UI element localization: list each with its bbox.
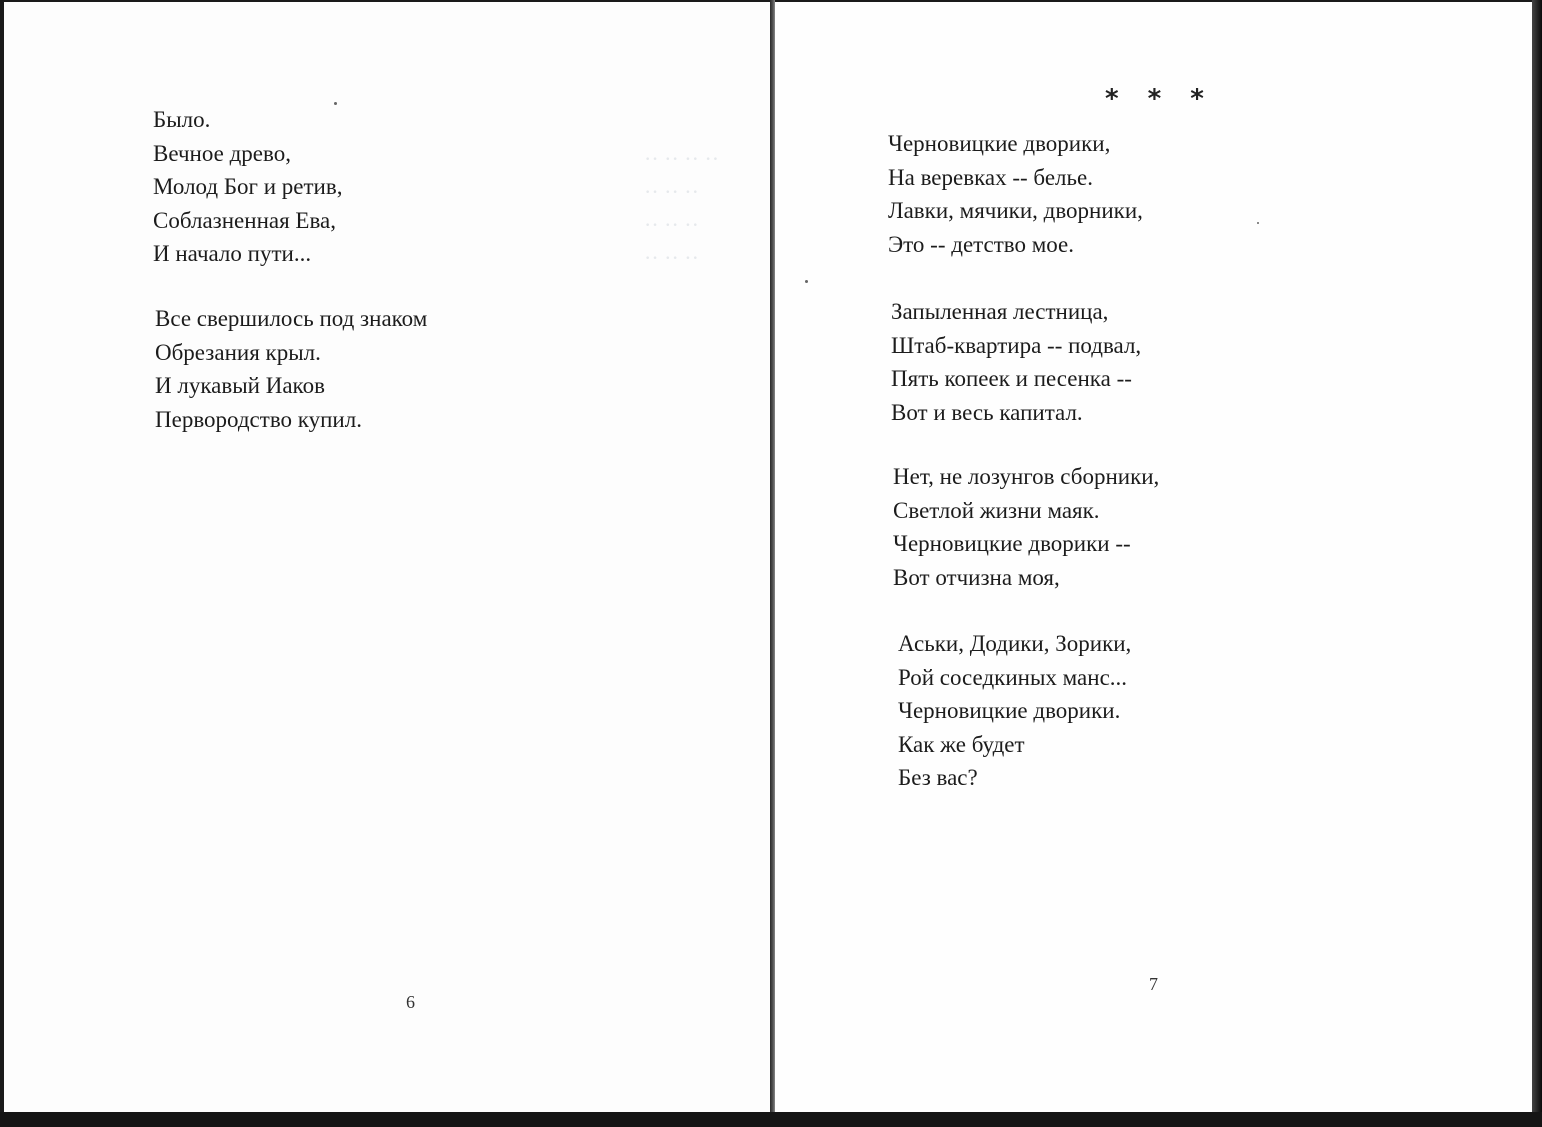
stanza-4 <box>898 627 1131 795</box>
poem-line: Как же будет <box>898 731 1025 757</box>
scan-edge <box>0 1112 1542 1127</box>
poem-line: Первородство купил. <box>155 406 362 432</box>
poem-line: Обрезания крыл. <box>155 339 321 365</box>
stanza-2 <box>891 295 1141 429</box>
scan-edge <box>1532 0 1542 1127</box>
poem-line: Вот отчизна моя, <box>893 564 1060 590</box>
stanza-1 <box>888 127 1143 261</box>
section-ornament: * * * <box>1105 84 1214 114</box>
speck <box>334 102 337 105</box>
poem-line: Без вас? <box>898 765 978 790</box>
poem-line: Черновицкие дворики, <box>888 131 1111 156</box>
stanza-3 <box>893 460 1159 594</box>
poem-line: Черновицкие дворики. <box>898 698 1121 723</box>
stanza-2 <box>155 302 427 436</box>
poem-line: Соблазненная Ева, <box>153 207 336 233</box>
speck <box>1257 222 1259 224</box>
book-spine <box>770 0 775 1127</box>
poem-line: Вечное древо, <box>153 140 291 166</box>
page-number: 7 <box>1149 974 1158 994</box>
poem-line: Пять копеек и песенка -- <box>891 366 1132 391</box>
poem-line: Рой соседкиных манс... <box>898 664 1128 690</box>
poem-line: Запыленная лестница, <box>891 299 1109 324</box>
poem-line: И начало пути... <box>153 241 312 266</box>
poem-line: Все свершилось под знаком <box>155 306 428 331</box>
right-page <box>775 2 1532 1112</box>
stanza-1 <box>153 103 342 271</box>
poem-line: Вот и весь капитал. <box>891 399 1083 425</box>
poem-line: Было. <box>153 107 211 132</box>
poem-line: И лукавый Иаков <box>155 373 325 398</box>
poem-line: Нет, не лозунгов сборники, <box>893 464 1160 489</box>
poem-line: Аськи, Додики, Зорики, <box>898 631 1132 656</box>
poem-line: На веревках -- белье. <box>888 164 1093 190</box>
poem-line: Это -- детство мое. <box>888 231 1074 257</box>
left-page <box>4 2 770 1112</box>
speck <box>805 280 808 283</box>
poem-line: Светлой жизни маяк. <box>893 497 1100 523</box>
poem-line: Черновицкие дворики -- <box>893 531 1131 556</box>
bleed-through-text: ·· ·· ·· ·· ·· ·· ·· ·· ·· ·· ·· ·· ·· <box>644 146 720 270</box>
poem-line: Лавки, мячики, дворники, <box>888 198 1143 223</box>
page-number: 6 <box>406 992 415 1012</box>
poem-line: Молод Бог и ретив, <box>153 174 343 199</box>
poem-line: Штаб-квартира -- подвал, <box>891 332 1142 358</box>
